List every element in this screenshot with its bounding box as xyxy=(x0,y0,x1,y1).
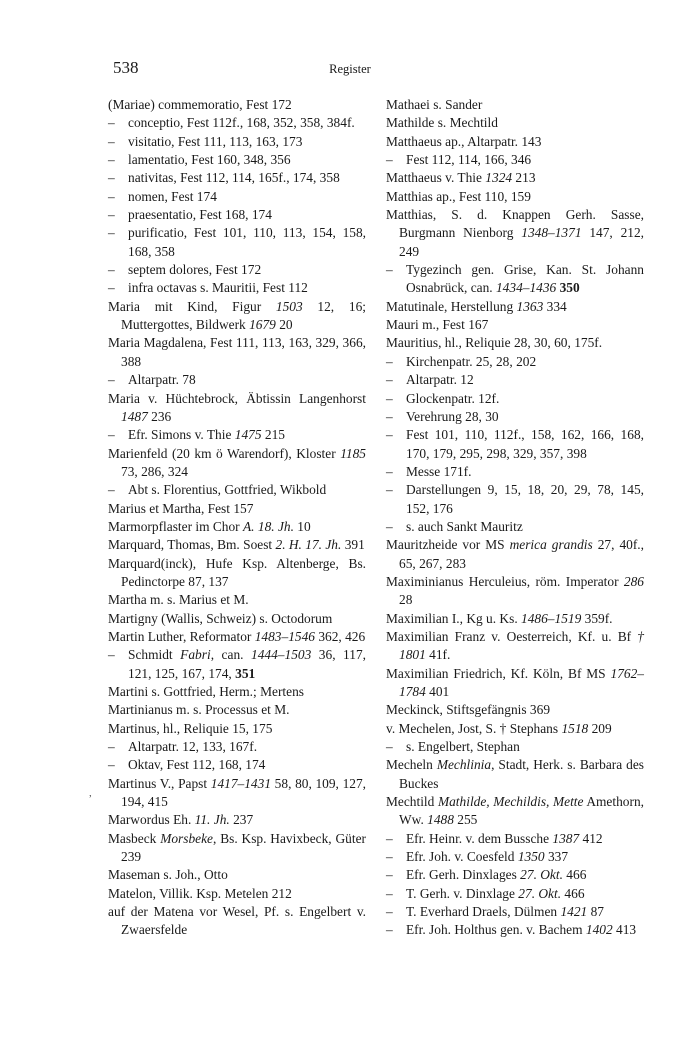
italic-text: 1324 xyxy=(485,170,513,186)
italic-text: 1444–1503 xyxy=(251,647,312,663)
entry-text: Mauri m., Fest 167 xyxy=(386,317,489,333)
entry-text: 87 xyxy=(587,904,604,920)
entry-text: Maximilian Friedrich, Kf. Köln, Bf MS xyxy=(386,665,611,681)
index-entry xyxy=(386,316,644,334)
entry-text: praesentatio, Fest 168, 174 xyxy=(128,207,272,223)
entry-text: 27, 40f., 65, 267, 283 xyxy=(399,537,644,571)
italic-text: 1434–1436 xyxy=(495,280,557,296)
entry-text: Matthias ap., Fest 110, 159 xyxy=(386,188,531,204)
entry-text: 413 xyxy=(612,922,637,938)
index-entry xyxy=(386,610,644,628)
bold-text: 350 xyxy=(559,280,580,296)
entry-text: Efr. Simons v. Thie xyxy=(128,427,235,443)
subentry-dash: – xyxy=(386,427,393,443)
italic-text: Mechlinia xyxy=(436,757,492,773)
index-subentry xyxy=(386,518,644,536)
entry-text: T. Gerh. v. Dinxlage xyxy=(406,885,519,901)
index-subentry xyxy=(108,481,366,499)
entry-text: 58, 80, 109, 127, 194, 415 xyxy=(121,775,366,810)
index-entry xyxy=(386,334,644,352)
index-subentry xyxy=(108,261,366,279)
italic-text: merica grandis xyxy=(509,537,593,553)
index-entry xyxy=(108,885,366,903)
entry-text: 255 xyxy=(453,812,478,828)
entry-text: Messe 171f. xyxy=(406,463,472,479)
entry-text: Abt s. Florentius, Gottfried, Wikbold xyxy=(128,482,327,498)
entry-text: Mathaei s. Sander xyxy=(386,97,483,112)
index-entry xyxy=(386,793,644,830)
index-entry xyxy=(108,298,366,335)
entry-text: auf der Matena vor Wesel, Pf. s. Engelbert v. Zwaersfelde xyxy=(108,904,366,938)
entry-text: Marmorpflaster im Chor xyxy=(108,518,243,534)
entry-text: septem dolores, Fest 172 xyxy=(128,262,262,278)
entry-text: Martinianus m. s. Processus et M. xyxy=(108,702,290,718)
italic-text: 1417–1431 xyxy=(210,775,272,791)
entry-text: Amethorn, Ww. xyxy=(399,794,644,828)
entry-text: Martin Luther, Reformator xyxy=(108,628,255,644)
entry-text: 28 xyxy=(399,592,413,608)
index-entry xyxy=(108,536,366,554)
entry-text: infra octavas s. Mauritii, Fest 112 xyxy=(128,280,308,296)
entry-text: visitatio, Fest 111, 113, 163, 173 xyxy=(128,133,303,149)
entry-text: 237 xyxy=(229,812,254,828)
entry-text: Martha m. s. Marius et M. xyxy=(108,592,249,608)
entry-text: Tygezinch gen. Grise, Kan. St. Johann Osnabrück, can. xyxy=(406,262,644,296)
entry-text: , Stadt, Herk. s. Barbara des Buckes xyxy=(399,757,644,791)
entry-text: Altarpatr. 78 xyxy=(128,372,196,388)
entry-text: Matutinale, Herstellung xyxy=(386,298,517,314)
entry-text: Meckinck, Stiftsgefängnis 369 xyxy=(386,702,551,718)
entry-text: nativitas, Fest 112, 114, 165f., 174, 358 xyxy=(128,170,340,186)
subentry-dash: – xyxy=(386,372,393,388)
index-subentry xyxy=(386,866,644,884)
subentry-dash: – xyxy=(108,225,115,241)
index-entry xyxy=(386,206,644,261)
entry-text: Fest 101, 110, 112f., 158, 162, 166, 168, 170, 179, 295, 298, 329, 357, 398 xyxy=(406,427,644,461)
index-subentry xyxy=(108,206,366,224)
index-entry xyxy=(108,555,366,592)
entry-text: 412 xyxy=(579,830,603,846)
italic-text: 1483–1546 xyxy=(254,628,315,644)
index-subentry xyxy=(386,921,644,939)
entry-text: (Mariae) commemoratio, Fest 172 xyxy=(108,97,292,112)
entry-text: 209 xyxy=(588,720,612,736)
index-entry xyxy=(386,133,644,151)
entry-text: Matthaeus v. Thie xyxy=(386,170,486,186)
entry-text: Altarpatr. 12 xyxy=(406,372,474,388)
index-entry xyxy=(108,628,366,646)
italic-text: Morsbeke xyxy=(160,830,213,846)
entry-text: T. Everhard Draels, Dülmen xyxy=(406,904,561,920)
subentry-dash: – xyxy=(386,463,393,479)
entry-text: 213 xyxy=(512,170,536,186)
entry-text: Glockenpatr. 12f. xyxy=(406,390,500,406)
index-entry xyxy=(108,96,366,114)
index-entry xyxy=(386,756,644,793)
running-head: Register xyxy=(329,62,371,76)
entry-text: purificatio, Fest 101, 110, 113, 154, 158, 168, 358 xyxy=(128,225,366,259)
entry-text: 391 xyxy=(341,537,365,553)
entry-text: Marienfeld (20 km ö Warendorf), Kloster xyxy=(108,445,341,461)
index-subentry xyxy=(108,151,366,169)
subentry-dash: – xyxy=(108,115,115,131)
subentry-dash: – xyxy=(386,353,393,369)
italic-text: 1488 xyxy=(427,812,454,828)
index-entry xyxy=(108,701,366,719)
index-subentry xyxy=(108,756,366,774)
index-subentry xyxy=(386,903,644,921)
entry-text: Fest 112, 114, 166, 346 xyxy=(406,152,532,168)
index-entry xyxy=(386,96,644,114)
entry-text: Martigny (Wallis, Schweiz) s. Octodorum xyxy=(108,610,333,626)
subentry-dash: – xyxy=(108,757,115,773)
index-entry xyxy=(386,720,644,738)
entry-text: 215 xyxy=(261,427,285,443)
italic-text: 1350 xyxy=(517,849,545,865)
entry-text: 359f. xyxy=(581,610,613,626)
subentry-dash: – xyxy=(386,152,393,168)
entry-text: Altarpatr. 12, 133, 167f. xyxy=(128,739,258,755)
entry-text: 12, 16; Muttergottes, Bildwerk xyxy=(121,298,366,333)
subentry-dash: – xyxy=(386,739,393,755)
entry-text: Darstellungen 9, 15, 18, 20, 29, 78, 145, 152, 176 xyxy=(406,482,644,516)
index-entry xyxy=(108,903,366,940)
subentry-dash: – xyxy=(108,739,115,755)
subentry-dash: – xyxy=(386,390,393,406)
entry-text: Mecheln xyxy=(386,757,437,773)
subentry-dash: – xyxy=(108,152,115,168)
entry-text: Kirchenpatr. 25, 28, 202 xyxy=(406,353,537,369)
entry-text: Verehrung 28, 30 xyxy=(406,408,499,424)
subentry-dash: – xyxy=(386,482,393,498)
entry-text: Mechtild xyxy=(386,794,438,810)
italic-text: 1762–1784 xyxy=(399,665,644,699)
entry-text: Schmidt xyxy=(128,647,181,663)
entry-text: Marwordus Eh. xyxy=(108,812,195,828)
italic-text: 27. Okt. xyxy=(518,885,562,901)
italic-text: 27. Okt. xyxy=(520,867,563,883)
index-entry xyxy=(108,720,366,738)
italic-text: A. 18. Jh. xyxy=(243,518,294,534)
index-entry xyxy=(108,500,366,518)
index-subentry xyxy=(386,481,644,518)
index-column-left xyxy=(108,96,366,940)
subentry-dash: – xyxy=(108,188,115,204)
italic-text: 1518 xyxy=(561,720,589,736)
index-subentry xyxy=(386,353,644,371)
entry-text: v. Mechelen, Jost, S. † Stephans xyxy=(386,720,562,736)
index-subentry xyxy=(386,408,644,426)
entry-text: 20 xyxy=(275,317,293,333)
italic-text: 1475 xyxy=(234,427,262,443)
entry-text: 236 xyxy=(147,408,172,424)
subentry-dash: – xyxy=(108,133,115,149)
italic-text: Mathilde, Mechildis, Mette xyxy=(437,794,584,810)
index-entry xyxy=(386,701,644,719)
index-subentry xyxy=(386,848,644,866)
entry-text: 334 xyxy=(543,298,567,314)
index-entry xyxy=(386,536,644,573)
italic-text: 1363 xyxy=(516,298,544,314)
entry-text: Masbeck xyxy=(108,830,161,846)
entry-text: 73, 286, 324 xyxy=(121,463,188,479)
subentry-dash: – xyxy=(386,518,393,534)
entry-text: Efr. Joh. Holthus gen. v. Bachem xyxy=(406,922,586,938)
entry-text: nomen, Fest 174 xyxy=(128,188,217,204)
entry-text: 466 xyxy=(561,885,585,901)
entry-text: conceptio, Fest 112f., 168, 352, 358, 384f. xyxy=(128,115,355,131)
entry-text: Maximilian I., Kg u. Ks. xyxy=(386,610,522,626)
index-subentry xyxy=(108,646,366,683)
subentry-dash: – xyxy=(108,280,115,296)
index-subentry xyxy=(108,279,366,297)
entry-text: Marquard(inck), Hufe Ksp. Altenberge, Bs. Pedinctorpe 87, 137 xyxy=(108,555,366,589)
italic-text: 1487 xyxy=(121,408,148,424)
entry-text: Marius et Martha, Fest 157 xyxy=(108,500,254,516)
entry-text: s. Engelbert, Stephan xyxy=(406,739,520,755)
index-subentry xyxy=(386,261,644,298)
index-entry xyxy=(108,775,366,812)
entry-text: Matelon, Villik. Ksp. Metelen 212 xyxy=(108,885,292,901)
page-number: 538 xyxy=(113,58,139,77)
italic-text: 1185 xyxy=(340,445,366,461)
subentry-dash: – xyxy=(108,372,115,388)
entry-text: Marquard, Thomas, Bm. Soest xyxy=(108,537,276,553)
index-entry xyxy=(108,610,366,628)
entry-text: 401 xyxy=(425,684,450,699)
subentry-dash: – xyxy=(386,904,393,920)
entry-text: Efr. Heinr. v. dem Bussche xyxy=(406,830,553,846)
entry-text: 147, 212, 249 xyxy=(399,225,644,259)
entry-text: Mauritzheide vor MS xyxy=(386,537,510,553)
index-subentry xyxy=(108,188,366,206)
italic-text: † 1801 xyxy=(399,628,644,663)
index-column-right xyxy=(386,96,644,940)
entry-text: Martinus V., Papst xyxy=(108,775,211,791)
entry-text: Maximilian Franz v. Oesterreich, Kf. u. Bf xyxy=(386,628,638,644)
entry-text: Oktav, Fest 112, 168, 174 xyxy=(128,757,266,773)
subentry-dash: – xyxy=(386,922,393,938)
entry-text: 41f. xyxy=(425,647,451,663)
entry-text: 337 xyxy=(544,849,569,865)
index-entry xyxy=(386,665,644,702)
subentry-dash: – xyxy=(108,647,115,663)
subentry-dash: – xyxy=(386,830,393,846)
index-subentry xyxy=(386,830,644,848)
entry-text: Efr. Gerh. Dinxlages xyxy=(406,867,521,883)
italic-text: 1421 xyxy=(560,904,588,920)
italic-text: 1348–1371 xyxy=(521,225,582,241)
index-entry xyxy=(108,811,366,829)
index-subentry xyxy=(108,133,366,151)
bold-text: 351 xyxy=(235,665,256,681)
italic-text: 1679 xyxy=(249,317,276,333)
index-entry xyxy=(386,298,644,316)
italic-text: 11. Jh. xyxy=(194,812,230,828)
index-subentry xyxy=(386,426,644,463)
index-subentry xyxy=(108,426,366,444)
italic-text: 1387 xyxy=(552,830,580,846)
entry-text: Martini s. Gottfried, Herm.; Mertens xyxy=(108,684,304,699)
index-entry xyxy=(108,334,366,371)
italic-text: 286 xyxy=(623,573,644,589)
entry-text: Efr. Joh. v. Coesfeld xyxy=(406,849,518,865)
italic-text: 1402 xyxy=(585,922,613,938)
index-subentry xyxy=(108,169,366,187)
entry-text: Maria v. Hüchtebrock, Äbtissin Langenhorst xyxy=(108,390,366,406)
index-subentry xyxy=(386,371,644,389)
entry-text: lamentatio, Fest 160, 348, 356 xyxy=(128,152,291,168)
index-entry xyxy=(386,573,644,610)
subentry-dash: – xyxy=(386,262,393,278)
subentry-dash: – xyxy=(108,427,115,443)
subentry-dash: – xyxy=(108,482,115,498)
entry-text: Maria Magdalena, Fest 111, 113, 163, 329, 366, 388 xyxy=(108,335,366,369)
entry-text: Mauritius, hl., Reliquie 28, 30, 60, 175f. xyxy=(386,335,603,351)
entry-text: , can. xyxy=(210,647,252,663)
entry-text: Matthias, S. d. Knappen Gerh. Sasse, Burgmann Nienborg xyxy=(386,207,644,241)
entry-text: Maseman s. Joh., Otto xyxy=(108,867,228,883)
index-subentry xyxy=(386,738,644,756)
italic-text: 2. H. 17. Jh. xyxy=(275,537,342,553)
index-entry xyxy=(386,114,644,132)
index-entry xyxy=(108,390,366,427)
subentry-dash: – xyxy=(386,867,393,883)
index-subentry xyxy=(108,738,366,756)
index-subentry xyxy=(108,371,366,389)
margin-mark: , xyxy=(89,787,92,799)
index-subentry xyxy=(386,885,644,903)
entry-text: Maximinianus Herculeius, röm. Imperator xyxy=(386,573,624,589)
index-subentry xyxy=(108,114,366,132)
index-entry xyxy=(386,628,644,665)
subentry-dash: – xyxy=(386,849,393,865)
subentry-dash: – xyxy=(386,885,393,901)
entry-text: Matthaeus ap., Altarpatr. 143 xyxy=(386,133,542,149)
subentry-dash: – xyxy=(108,170,115,186)
index-entry xyxy=(108,830,366,867)
index-entry xyxy=(108,445,366,482)
index-entry xyxy=(108,591,366,609)
index-subentry xyxy=(386,463,644,481)
index-subentry xyxy=(386,151,644,169)
index-entry xyxy=(108,866,366,884)
page-header xyxy=(0,58,700,82)
italic-text: Fabri xyxy=(180,647,211,663)
entry-text: 362, 426 xyxy=(314,628,366,644)
subentry-dash: – xyxy=(108,207,115,223)
entry-text: Mathilde s. Mechtild xyxy=(386,115,498,131)
subentry-dash: – xyxy=(386,408,393,424)
italic-text: 1486–1519 xyxy=(521,610,582,626)
entry-text: Maria mit Kind, Figur xyxy=(108,298,276,314)
entry-text: 10 xyxy=(293,518,311,534)
index-subentry xyxy=(108,224,366,261)
entry-text: s. auch Sankt Mauritz xyxy=(406,518,523,534)
entry-text: Martinus, hl., Reliquie 15, 175 xyxy=(108,720,273,736)
index-entry xyxy=(108,518,366,536)
index-entry xyxy=(386,188,644,206)
entry-text: 36, 117, 121, 125, 167, 174, xyxy=(128,647,366,681)
entry-text: 466 xyxy=(562,867,587,883)
entry-text: , Bs. Ksp. Havixbeck, Güter 239 xyxy=(121,830,366,865)
index-subentry xyxy=(386,390,644,408)
index-entry xyxy=(386,169,644,187)
index-entry xyxy=(108,683,366,701)
italic-text: 1503 xyxy=(275,298,303,314)
subentry-dash: – xyxy=(108,262,115,278)
